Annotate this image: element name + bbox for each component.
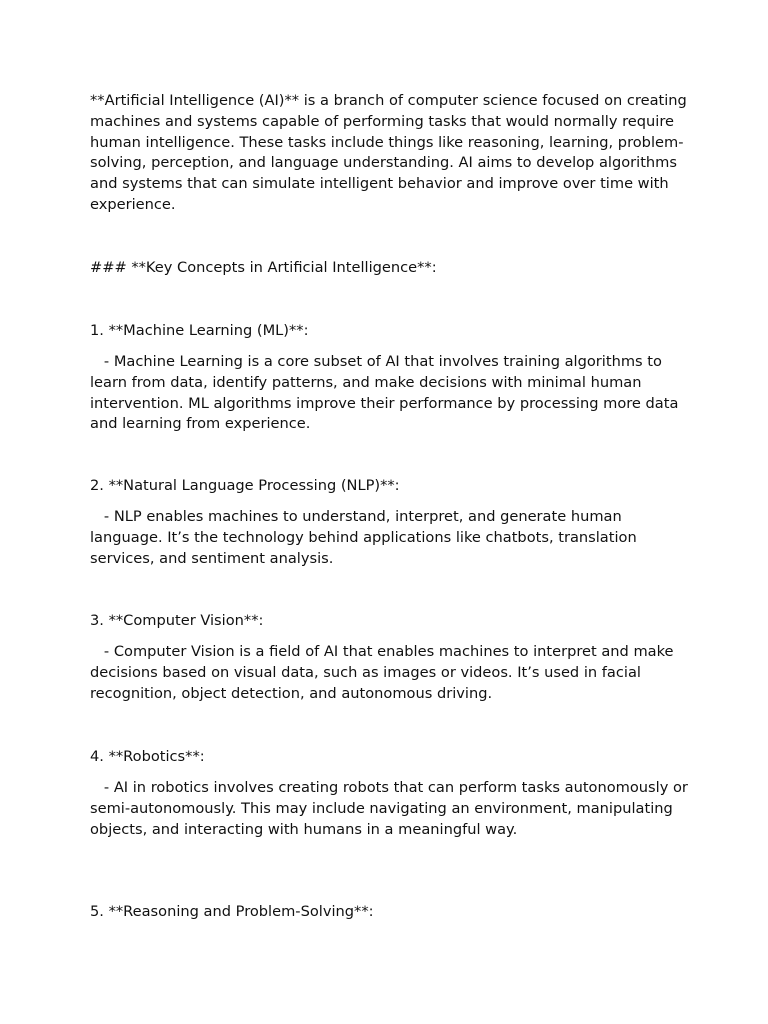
intro-paragraph: **Artificial Intelligence (AI)** is a branch of computer science focused on creating machines and systems capable of performing tasks that would normally require human intelligence. These tasks include things like reasoning, learning, problem-solving, perception, and language understanding. AI aims to develop algorithms and systems that can simulate intelligent behavior and improve over time with experience. <box>90 92 687 213</box>
list-item-heading: 3. **Computer Vision**: <box>90 612 264 629</box>
list-item-heading: 1. **Machine Learning (ML)**: <box>90 322 309 339</box>
section-heading: ### **Key Concepts in Artificial Intelligence**: <box>90 259 437 276</box>
list-item-body: - Machine Learning is a core subset of AI that involves training algorithms to learn from data, identify patterns, and make decisions with minimal human intervention. ML algorithms improve their performance by processing more data and learning from experience. <box>90 353 684 433</box>
list-item-heading: 2. **Natural Language Processing (NLP)**: <box>90 477 400 494</box>
list-item-heading: 5. **Reasoning and Problem-Solving**: <box>90 903 374 920</box>
list-item-heading: 4. **Robotics**: <box>90 748 205 765</box>
list-item-body: - Computer Vision is a field of AI that enables machines to interpret and make decisions based on visual data, such as images or videos. It’s used in facial recognition, object detection, and autonomous driving. <box>90 643 679 702</box>
list-item-body: - AI in robotics involves creating robots that can perform tasks autonomously or semi-autonomously. This may include navigating an environment, manipulating objects, and interacting with humans in a meaningful way. <box>90 779 693 838</box>
list-item-body: - NLP enables machines to understand, interpret, and generate human language. It’s the technology behind applications like chatbots, translation services, and sentiment analysis. <box>90 508 642 567</box>
